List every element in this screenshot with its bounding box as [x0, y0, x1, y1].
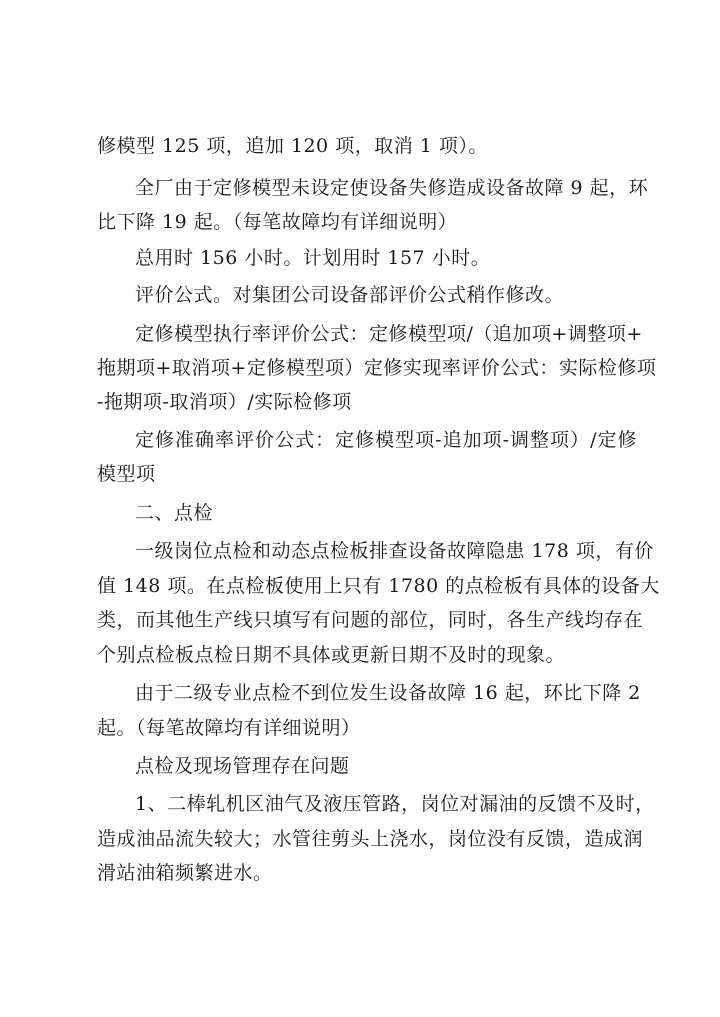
paragraph-first-line: 全厂由于定修模型未设定使设备失修造成设备故障 9 起，环 — [135, 177, 649, 199]
subsection-heading: 点检及现场管理存在问题 — [135, 755, 350, 777]
text-line: 模型项 — [97, 463, 156, 485]
paragraph-first-line: 由于二级专业点检不到位发生设备故障 16 起，环比下降 2 — [135, 682, 641, 704]
paragraph-first-line: 定修模型执行率评价公式：定修模型项/（追加项+调整项+ — [135, 323, 643, 345]
text-line: 起。（每笔故障均有详细说明） — [97, 717, 361, 739]
text-line: 类，而其他生产线只填写有问题的部位，同时，各生产线均存在 — [97, 609, 644, 631]
section-heading: 二、点检 — [135, 502, 214, 524]
paragraph-first-line: 定修准确率评价公式：定修模型项-追加项-调整项）/定修 — [135, 429, 637, 451]
text-line: 滑站油箱频繁进水。 — [97, 862, 273, 884]
text-line: 拖期项+取消项+定修模型项）定修实现率评价公式：实际检修项 — [97, 357, 657, 379]
paragraph-first-line: 总用时 156 小时。计划用时 157 小时。 — [135, 247, 491, 269]
paragraph-first-line: 1、二棒轧机区油气及液压管路，岗位对漏油的反馈不及时， — [135, 793, 655, 815]
text-line: 值 148 项。在点检板使用上只有 1780 的点检板有具体的设备大 — [97, 575, 660, 597]
text-line: -拖期项-取消项）/实际检修项 — [97, 391, 352, 413]
text-line: 比下降 19 起。（每笔故障均有详细说明） — [97, 211, 458, 233]
text-line: 个别点检板点检日期不具体或更新日期不及时的现象。 — [97, 644, 566, 666]
text-line: 修模型 125 项，追加 120 项，取消 1 项）。 — [97, 135, 488, 157]
paragraph-first-line: 评价公式。对集团公司设备部评价公式稍作修改。 — [135, 284, 565, 306]
text-line: 造成油品流失较大；水管往剪头上浇水，岗位没有反馈，造成润 — [97, 828, 644, 850]
paragraph-first-line: 一级岗位点检和动态点检板排查设备故障隐患 178 项，有价 — [135, 540, 654, 562]
